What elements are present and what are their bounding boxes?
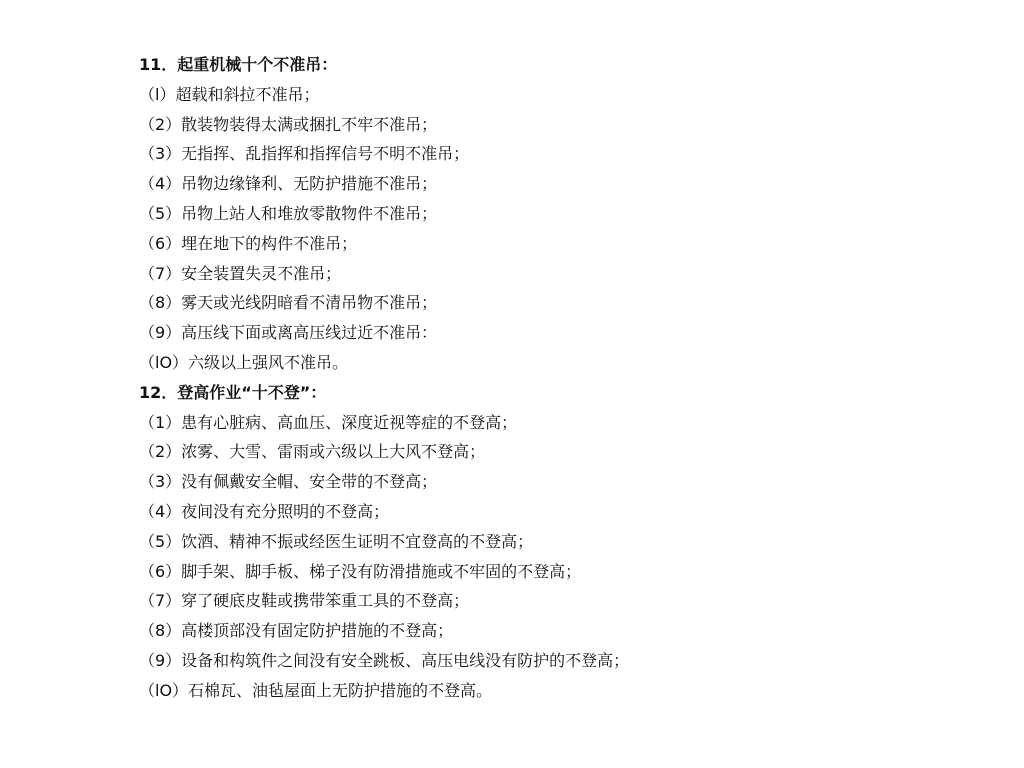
list-item: （7）安全装置失灵不准吊； <box>139 263 342 283</box>
list-item: （3）无指挥、乱指挥和指挥信号不明不准吊； <box>139 144 470 164</box>
list-item: （6）脚手架、脚手板、梯子没有防滑措施或不牢固的不登高； <box>139 561 582 581</box>
section-crane-rules <box>139 50 939 378</box>
list-item: （2）浓雾、大雪、雷雨或六级以上大风不登高； <box>139 442 486 462</box>
list-item: （9）设备和构筑件之间没有安全跳板、高压电线没有防护的不登高； <box>139 650 630 670</box>
list-item: （7）穿了硬底皮鞋或携带笨重工具的不登高； <box>139 591 470 611</box>
list-item: （4）吊物边缘锋利、无防护措施不准吊； <box>139 174 438 194</box>
list-item: （4）夜间没有充分照明的不登高； <box>139 501 390 521</box>
list-item: （l）超载和斜拉不准吊； <box>139 84 320 104</box>
list-item: （5）吊物上站人和堆放零散物件不准吊； <box>139 203 438 223</box>
list-item: （lO）石棉瓦、油毡屋面上无防护措施的不登高。 <box>139 680 493 700</box>
list-item: （6）埋在地下的构件不准吊； <box>139 233 358 253</box>
list-item: （8）雾天或光线阴暗看不清吊物不准吊； <box>139 293 438 313</box>
section-height-work-rules <box>139 378 939 706</box>
list-item: （9）高压线下面或离高压线过近不准吊： <box>139 323 438 343</box>
document-body <box>139 50 939 706</box>
list-item: （8）高楼顶部没有固定防护措施的不登高； <box>139 621 454 641</box>
list-item: （2）散装物装得太满或捆扎不牢不准吊； <box>139 114 438 134</box>
list-item: （lO）六级以上强风不准吊。 <box>139 352 349 372</box>
section-heading: 11．起重机械十个不准吊： <box>139 55 338 74</box>
section-heading: 12．登高作业“十不登”： <box>139 382 327 402</box>
list-item: （3）没有佩戴安全帽、安全带的不登高； <box>139 472 438 492</box>
list-item: （5）饮酒、精神不振或经医生证明不宜登高的不登高； <box>139 531 534 551</box>
list-item: （1）患有心脏病、高血压、深度近视等症的不登高； <box>139 412 518 432</box>
